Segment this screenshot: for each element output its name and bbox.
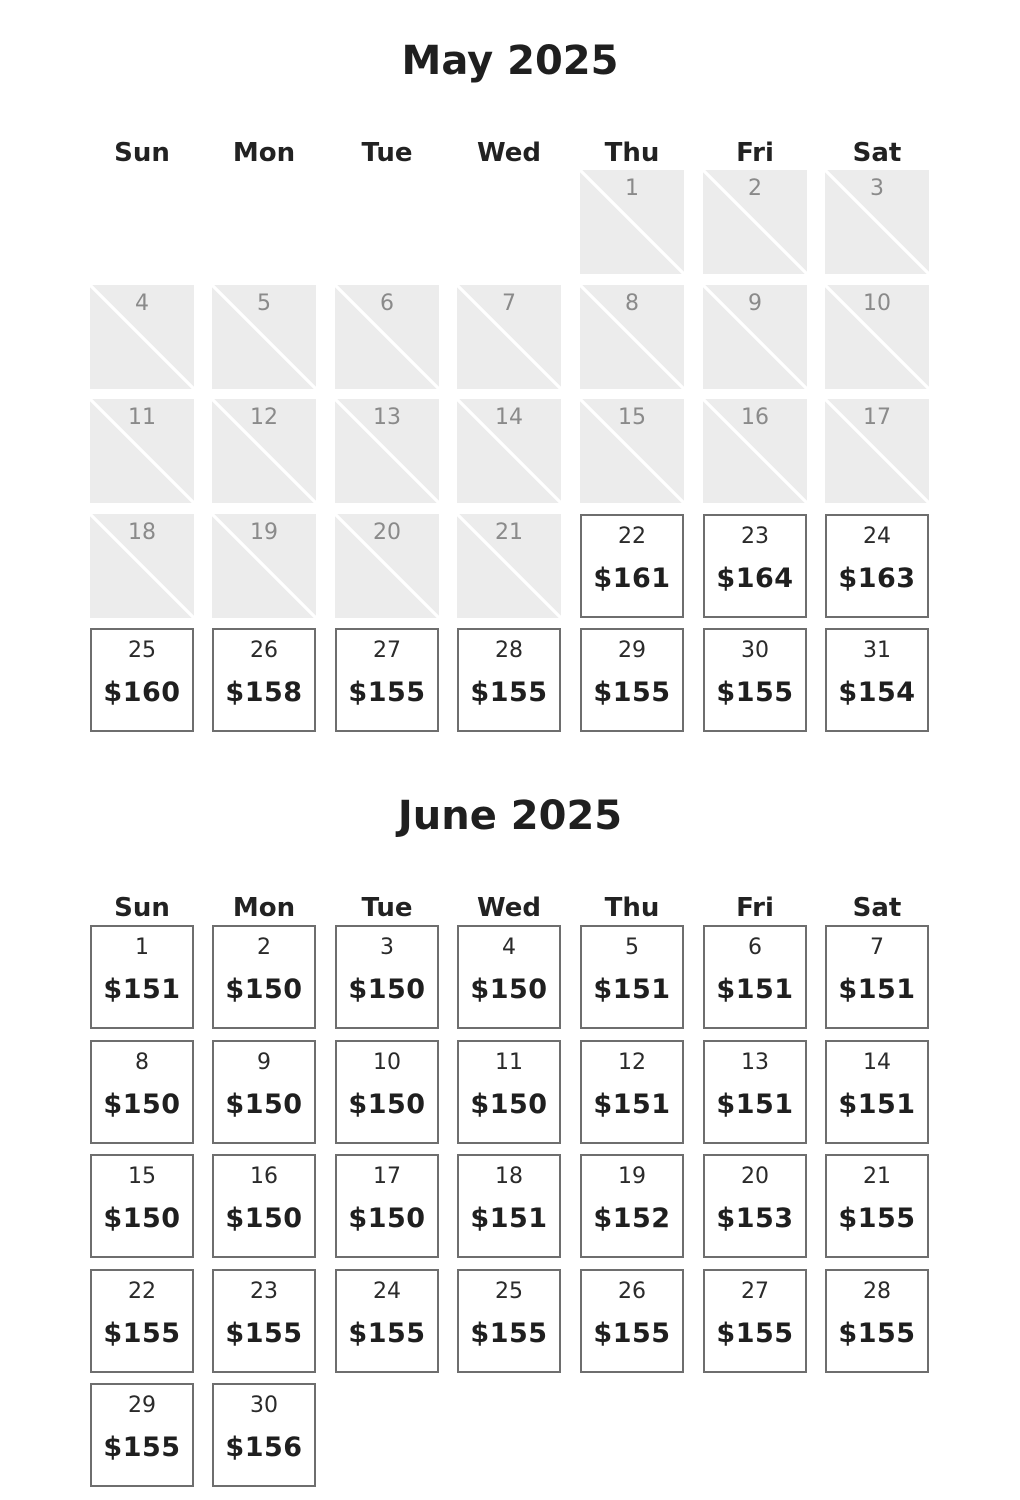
day-number: 26 bbox=[250, 638, 278, 663]
calendar-day-available[interactable] bbox=[580, 925, 684, 1029]
day-price: $151 bbox=[838, 1088, 916, 1120]
calendar-day-available[interactable] bbox=[457, 628, 561, 732]
day-number: 11 bbox=[128, 405, 156, 430]
day-price: $151 bbox=[838, 974, 916, 1005]
calendar-day-available[interactable] bbox=[457, 925, 561, 1029]
day-price: $153 bbox=[716, 1203, 794, 1234]
calendar-day-available[interactable] bbox=[90, 925, 194, 1029]
day-number: 22 bbox=[618, 523, 646, 549]
day-price: $158 bbox=[225, 677, 303, 708]
day-number: 30 bbox=[250, 1393, 278, 1418]
calendar-day-unavailable bbox=[335, 285, 439, 389]
day-price: $150 bbox=[348, 974, 426, 1005]
day-price: $155 bbox=[838, 1203, 916, 1234]
calendar-day-unavailable bbox=[212, 399, 316, 503]
day-price: $164 bbox=[716, 562, 794, 594]
day-price: $155 bbox=[103, 1317, 181, 1349]
day-price: $155 bbox=[838, 1317, 916, 1349]
day-price: $150 bbox=[225, 974, 303, 1005]
calendar-day-available[interactable] bbox=[825, 1154, 929, 1258]
calendar-day-available[interactable] bbox=[580, 628, 684, 732]
day-price: $155 bbox=[593, 1317, 671, 1349]
weekday-header-may bbox=[0, 135, 1020, 171]
day-price: $150 bbox=[348, 1203, 426, 1234]
day-number: 5 bbox=[257, 290, 271, 316]
day-price: $154 bbox=[838, 677, 916, 708]
day-number: 10 bbox=[373, 1049, 401, 1075]
calendar-day-unavailable bbox=[335, 514, 439, 618]
calendar-day-unavailable bbox=[457, 399, 561, 503]
day-price: $155 bbox=[225, 1317, 303, 1349]
day-number: 25 bbox=[495, 1278, 523, 1304]
calendar-day-available[interactable] bbox=[212, 925, 316, 1029]
day-number: 21 bbox=[495, 519, 523, 545]
day-number: 23 bbox=[250, 1278, 278, 1304]
calendar-day-unavailable bbox=[212, 514, 316, 618]
day-price: $150 bbox=[103, 1088, 181, 1120]
calendar-day-available[interactable] bbox=[90, 1383, 194, 1487]
weekday-header-june bbox=[0, 890, 1020, 926]
weekday-label: Fri bbox=[736, 893, 774, 923]
calendar-day-unavailable bbox=[90, 399, 194, 503]
weekday-label: Sun bbox=[114, 893, 170, 923]
day-number: 16 bbox=[741, 405, 769, 430]
calendar-day-unavailable bbox=[703, 399, 807, 503]
calendar-day-available[interactable] bbox=[335, 628, 439, 732]
calendar-day-unavailable bbox=[457, 514, 561, 618]
day-number: 17 bbox=[373, 1164, 401, 1189]
calendar-day-available[interactable] bbox=[212, 1154, 316, 1258]
day-price: $155 bbox=[716, 1317, 794, 1349]
calendar-day-available[interactable] bbox=[703, 1269, 807, 1373]
calendar-day-available[interactable] bbox=[90, 628, 194, 732]
day-number: 9 bbox=[748, 290, 762, 316]
calendar-day-available[interactable] bbox=[580, 1269, 684, 1373]
day-number: 26 bbox=[618, 1278, 646, 1304]
day-number: 24 bbox=[863, 523, 891, 549]
calendar-day-available[interactable] bbox=[212, 1269, 316, 1373]
day-number: 20 bbox=[373, 519, 401, 545]
weekday-label: Sat bbox=[852, 893, 902, 923]
calendar-day-unavailable bbox=[825, 399, 929, 503]
calendar-day-available[interactable] bbox=[457, 1269, 561, 1373]
day-number: 24 bbox=[373, 1278, 401, 1304]
calendar-day-available[interactable] bbox=[825, 1269, 929, 1373]
day-price: $151 bbox=[103, 974, 181, 1005]
calendar-day-available[interactable] bbox=[212, 1383, 316, 1487]
day-price: $150 bbox=[225, 1203, 303, 1234]
calendar-day-available[interactable] bbox=[90, 1269, 194, 1373]
day-number: 4 bbox=[502, 935, 516, 960]
calendar-day-available[interactable] bbox=[825, 1040, 929, 1144]
day-number: 6 bbox=[748, 935, 762, 960]
day-number: 21 bbox=[863, 1164, 891, 1189]
day-number: 14 bbox=[863, 1049, 891, 1075]
day-price: $163 bbox=[838, 562, 916, 594]
day-price: $155 bbox=[470, 677, 548, 708]
weekday-label: Sun bbox=[114, 138, 170, 168]
calendar-day-unavailable bbox=[825, 285, 929, 389]
calendar-day-unavailable bbox=[457, 285, 561, 389]
day-number: 2 bbox=[257, 935, 271, 960]
day-number: 31 bbox=[863, 638, 891, 663]
day-price: $151 bbox=[470, 1203, 548, 1234]
day-price: $151 bbox=[716, 974, 794, 1005]
month-title-june: June 2025 bbox=[397, 793, 623, 839]
weekday-label: Sat bbox=[852, 138, 902, 168]
day-number: 18 bbox=[495, 1164, 523, 1189]
day-price: $151 bbox=[593, 974, 671, 1005]
calendar-day-available[interactable] bbox=[703, 628, 807, 732]
weekday-label: Mon bbox=[232, 138, 296, 168]
day-price: $160 bbox=[103, 677, 181, 708]
day-number: 8 bbox=[135, 1049, 149, 1075]
weekday-label: Mon bbox=[232, 893, 296, 923]
calendar-day-available[interactable] bbox=[335, 1154, 439, 1258]
day-number: 13 bbox=[373, 405, 401, 430]
day-number: 2 bbox=[748, 176, 762, 201]
calendar-day-unavailable bbox=[580, 170, 684, 274]
calendar-day-unavailable bbox=[335, 399, 439, 503]
calendar-day-unavailable bbox=[212, 285, 316, 389]
day-number: 3 bbox=[380, 935, 394, 960]
weekday-label: Thu bbox=[604, 893, 660, 923]
calendar-day-available[interactable] bbox=[212, 628, 316, 732]
calendar-day-available[interactable] bbox=[457, 1040, 561, 1144]
day-number: 20 bbox=[741, 1164, 769, 1189]
day-number: 4 bbox=[135, 290, 149, 316]
calendar-day-available[interactable] bbox=[212, 1040, 316, 1144]
weekday-label: Wed bbox=[477, 138, 541, 168]
weekday-label: Fri bbox=[736, 138, 774, 168]
day-price: $155 bbox=[470, 1317, 548, 1349]
day-number: 23 bbox=[741, 523, 769, 549]
day-price: $150 bbox=[348, 1088, 426, 1120]
day-number: 15 bbox=[618, 405, 646, 430]
calendar-day-available[interactable] bbox=[825, 925, 929, 1029]
calendar-day-available[interactable] bbox=[580, 1040, 684, 1144]
day-price: $155 bbox=[103, 1432, 181, 1463]
calendar-day-available[interactable] bbox=[703, 925, 807, 1029]
day-number: 25 bbox=[128, 638, 156, 663]
day-price: $152 bbox=[593, 1203, 671, 1234]
day-price: $155 bbox=[593, 677, 671, 708]
day-number: 27 bbox=[373, 638, 401, 663]
day-price: $150 bbox=[470, 974, 548, 1005]
day-number: 14 bbox=[495, 405, 523, 430]
day-number: 5 bbox=[625, 935, 639, 960]
day-number: 22 bbox=[128, 1278, 156, 1304]
day-number: 12 bbox=[250, 405, 278, 430]
day-price: $151 bbox=[716, 1088, 794, 1120]
calendar-day-available[interactable] bbox=[457, 1154, 561, 1258]
day-price: $161 bbox=[593, 562, 671, 594]
day-number: 29 bbox=[128, 1393, 156, 1418]
calendar-day-available[interactable] bbox=[335, 1040, 439, 1144]
weekday-label: Thu bbox=[604, 138, 660, 168]
day-price: $155 bbox=[716, 677, 794, 708]
day-number: 16 bbox=[250, 1164, 278, 1189]
weekday-label: Tue bbox=[361, 893, 413, 923]
day-number: 28 bbox=[863, 1278, 891, 1304]
day-number: 15 bbox=[128, 1164, 156, 1189]
calendar-day-unavailable bbox=[580, 285, 684, 389]
calendar-day-unavailable bbox=[703, 170, 807, 274]
day-number: 8 bbox=[625, 290, 639, 316]
calendar-day-available[interactable] bbox=[825, 514, 929, 618]
calendar-day-unavailable bbox=[703, 285, 807, 389]
day-price: $151 bbox=[593, 1088, 671, 1120]
day-number: 11 bbox=[495, 1049, 523, 1075]
day-number: 19 bbox=[250, 519, 278, 545]
calendar-day-available[interactable] bbox=[335, 925, 439, 1029]
day-number: 9 bbox=[257, 1049, 271, 1075]
day-number: 17 bbox=[863, 405, 891, 430]
calendar-day-unavailable bbox=[580, 399, 684, 503]
day-price: $150 bbox=[470, 1088, 548, 1120]
day-number: 1 bbox=[625, 176, 639, 201]
calendar-day-unavailable bbox=[90, 514, 194, 618]
day-number: 13 bbox=[741, 1049, 769, 1075]
calendar-day-available[interactable] bbox=[580, 514, 684, 618]
calendar-day-available[interactable] bbox=[703, 1040, 807, 1144]
day-price: $155 bbox=[348, 1317, 426, 1349]
calendar-day-available[interactable] bbox=[580, 1154, 684, 1258]
calendar-day-unavailable bbox=[825, 170, 929, 274]
day-number: 28 bbox=[495, 638, 523, 663]
day-number: 3 bbox=[870, 176, 884, 201]
calendar-day-available[interactable] bbox=[703, 1154, 807, 1258]
calendar-day-available[interactable] bbox=[703, 514, 807, 618]
day-price: $150 bbox=[103, 1203, 181, 1234]
weekday-label: Wed bbox=[477, 893, 541, 923]
day-price: $156 bbox=[225, 1432, 303, 1463]
calendar-day-available[interactable] bbox=[90, 1040, 194, 1144]
day-number: 7 bbox=[870, 935, 884, 960]
day-number: 1 bbox=[135, 935, 149, 960]
day-number: 10 bbox=[863, 290, 891, 316]
day-number: 18 bbox=[128, 519, 156, 545]
calendar-day-available[interactable] bbox=[90, 1154, 194, 1258]
calendar-day-unavailable bbox=[90, 285, 194, 389]
weekday-label: Tue bbox=[361, 138, 413, 168]
day-number: 29 bbox=[618, 638, 646, 663]
calendar-day-available[interactable] bbox=[335, 1269, 439, 1373]
day-number: 30 bbox=[741, 638, 769, 663]
day-number: 6 bbox=[380, 290, 394, 316]
day-price: $150 bbox=[225, 1088, 303, 1120]
day-number: 12 bbox=[618, 1049, 646, 1075]
calendar-day-available[interactable] bbox=[825, 628, 929, 732]
month-title-may: May 2025 bbox=[401, 38, 619, 84]
day-price: $155 bbox=[348, 677, 426, 708]
day-number: 27 bbox=[741, 1278, 769, 1304]
day-number: 19 bbox=[618, 1164, 646, 1189]
day-number: 7 bbox=[502, 290, 516, 316]
